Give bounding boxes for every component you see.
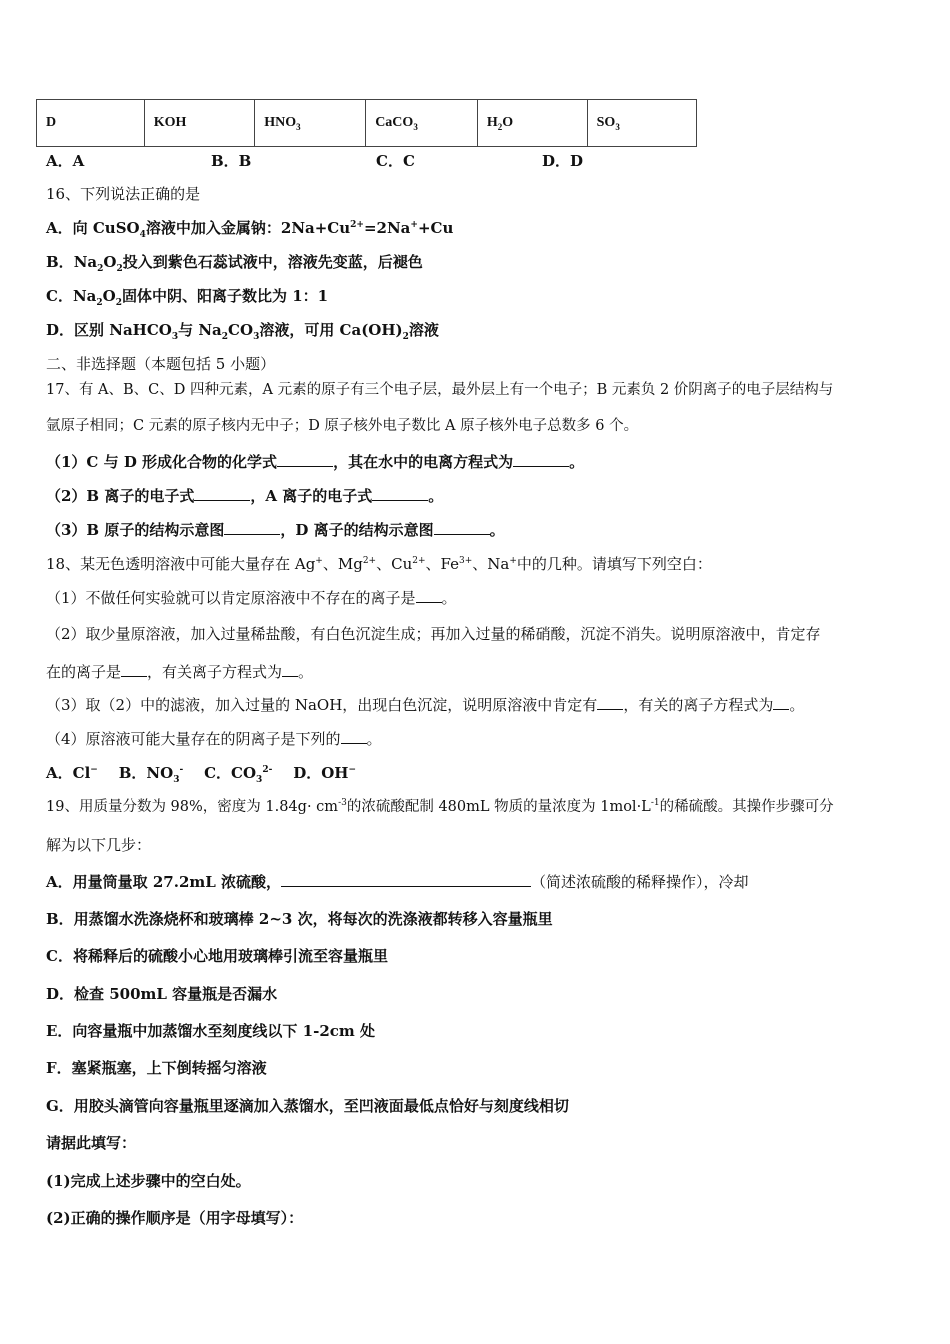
table-cell: $HNO_3$ [255, 100, 366, 147]
option-a[interactable]: A．Cl− [46, 764, 98, 782]
choice-a[interactable]: A．A [46, 152, 85, 170]
option-c[interactable]: C．$CO_3^{2-}$ [204, 764, 273, 785]
answer-blank[interactable] [773, 695, 789, 710]
option-d[interactable]: D．OH− [293, 764, 356, 782]
q19-stem-line1: 19、用质量分数为 98%，密度为 $1.84g\cdot cm^{-3}$的浓硫酸配制 480mL 物质的量浓度为 $1mol\cdot L^{-1}$的稀硫酸。其操作步骤可分 [46, 798, 834, 815]
q18-part4: （4）原溶液可能大量存在的阴离子是下列的 。 [46, 730, 382, 748]
answer-blank[interactable] [416, 588, 442, 603]
q17-stem-line1: 17、有 A、B、C、D 四种元素，A 元素的原子有三个电子层，最外层上有一个电子；B 元素负 2 价阴离子的电子层结构与 [46, 382, 834, 398]
q18-options [46, 763, 356, 783]
table-cell: CaCO$_3$ [366, 100, 478, 147]
q16-option-d[interactable]: D．区别 NaHCO$_3$与 $Na_2CO_3$溶液，可用 $Ca(OH)_2$溶液 [46, 321, 439, 342]
q19-part2: (2)正确的操作顺序是（用字母填写）： [46, 1209, 304, 1227]
q17-part1: （1）C 与 D 形成化合物的化学式 ，其在水中的电离方程式为 。 [46, 453, 585, 471]
answer-blank[interactable] [121, 662, 147, 677]
answer-blank[interactable] [372, 486, 428, 501]
answer-blank[interactable] [597, 695, 623, 710]
answer-blank[interactable] [434, 520, 490, 535]
q16-stem: 16、下列说法正确的是 [46, 185, 201, 203]
choice-c[interactable]: C．C [376, 152, 415, 170]
choice-b[interactable]: B．B [211, 152, 252, 170]
q19-step-c: C．将稀释后的硫酸小心地用玻璃棒引流至容量瓶里 [46, 947, 388, 965]
table-cell: D [37, 100, 145, 147]
q18-stem: 18、某无色透明溶液中可能大量存在 Ag+、$Mg^{2+}$、$Cu^{2+}$、$Fe^{3+}$、Na+中的几种。请填写下列空白： [46, 555, 712, 573]
q19-step-e: E．向容量瓶中加蒸馏水至刻度线以下 1-2cm 处 [46, 1022, 375, 1040]
q18-part2-line2: 在的离子是 ，有关离子方程式为 。 [46, 663, 314, 681]
table-cell: KOH [144, 100, 255, 147]
q17-part3: （3）B 原子的结构示意图 ，D 离子的结构示意图 。 [46, 521, 505, 539]
q16-option-b[interactable]: B．$Na_2O_2$投入到紫色石蕊试液中，溶液先变蓝，后褪色 [46, 253, 423, 274]
q19-prompt: 请据此填写： [46, 1134, 137, 1152]
answer-blank[interactable] [194, 486, 250, 501]
option-b[interactable]: B．$NO_3^-$ [118, 764, 184, 785]
q16-option-a[interactable]: A．向 CuSO$_4$溶液中加入金属钠：$2Na+Cu^{2+}=2Na^++Cu$ [46, 219, 454, 240]
q17-part2: （2）B 离子的电子式 ，A 离子的电子式 。 [46, 487, 444, 505]
q19-step-d: D．检查 500mL 容量瓶是否漏水 [46, 985, 278, 1003]
table-cell: $SO_3$ [587, 100, 696, 147]
q19-stem-line2: 解为以下几步： [46, 836, 152, 854]
answer-blank[interactable] [513, 452, 569, 467]
q18-part3: （3）取（2）中的滤液，加入过量的 NaOH，出现白色沉淀，说明原溶液中肯定有 ，有关的离子方程式为 。 [46, 696, 805, 714]
table-row [37, 100, 697, 147]
section-heading: 二、非选择题（本题包括 5 小题） [46, 355, 276, 373]
q19-step-g: G．用胶头滴管向容量瓶里逐滴加入蒸馏水，至凹液面最低点恰好与刻度线相切 [46, 1097, 569, 1115]
answer-blank[interactable] [277, 452, 333, 467]
q19-step-f: F．塞紧瓶塞，上下倒转摇匀溶液 [46, 1059, 267, 1077]
answer-blank[interactable] [224, 520, 280, 535]
answer-blank[interactable] [282, 662, 298, 677]
q19-part1: (1)完成上述步骤中的空白处。 [46, 1172, 251, 1190]
table-cell: $H_2O$ [477, 100, 587, 147]
q18-part1: （1）不做任何实验就可以肯定原溶液中不存在的离子是 。 [46, 589, 457, 607]
q18-part2-line1: （2）取少量原溶液，加入过量稀盐酸，有白色沉淀生成；再加入过量的稀硝酸，沉淀不消失。说明原溶液中，肯定存 [46, 625, 821, 643]
q19-step-a: A．用量筒量取 27.2mL 浓硫酸， （简述浓硫酸的稀释操作），冷却 [46, 873, 749, 891]
answer-blank[interactable] [281, 872, 531, 887]
q16-option-c[interactable]: C．$Na_2O_2$固体中阴、阳离子数比为 1：1 [46, 287, 329, 308]
q19-step-b: B．用蒸馏水洗涤烧杯和玻璃棒 2~3 次，将每次的洗涤液都转移入容量瓶里 [46, 910, 553, 928]
choice-d[interactable]: D．D [542, 152, 584, 170]
answer-blank[interactable] [341, 729, 367, 744]
q17-stem-line2: 氩原子相同；C 元素的原子核内无中子；D 原子核外电子数比 A 原子核外电子总数多 6 个。 [46, 418, 639, 434]
option-table [36, 99, 697, 147]
